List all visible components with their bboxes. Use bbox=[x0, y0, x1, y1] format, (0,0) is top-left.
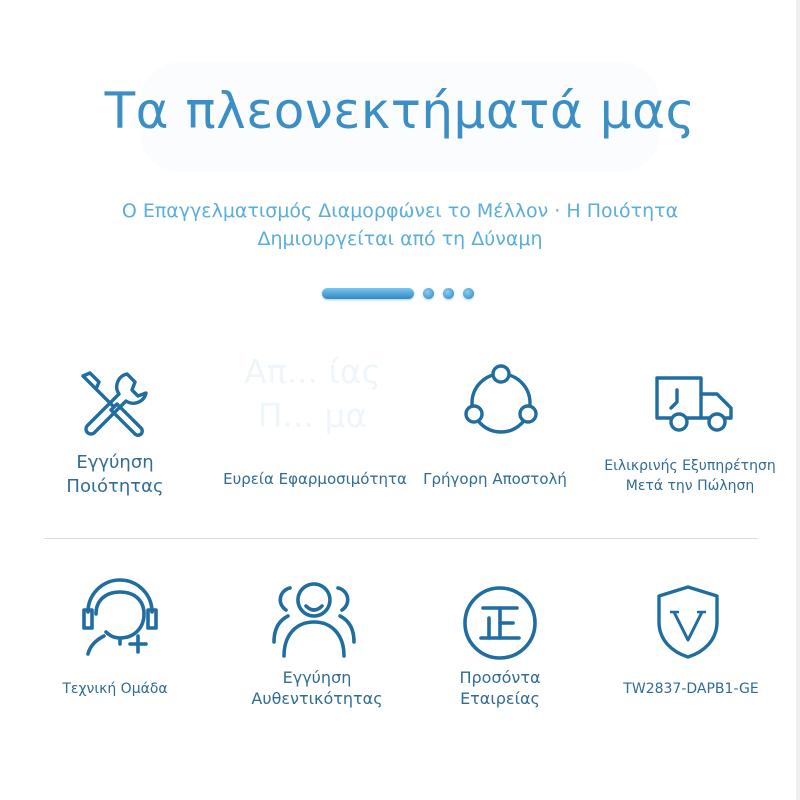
label-line-2: Αυθεντικότητας bbox=[251, 689, 383, 708]
carousel-indicator-dot[interactable] bbox=[463, 288, 474, 299]
label-line-1: Προσόντα bbox=[459, 668, 541, 687]
label-line-2: Ποιότητας bbox=[66, 476, 164, 497]
faded-watermark-text bbox=[205, 350, 420, 450]
v-shield-icon bbox=[656, 584, 720, 660]
feature-label-shipping bbox=[420, 469, 570, 489]
tools-icon bbox=[79, 370, 151, 438]
team-icon bbox=[266, 576, 362, 658]
carousel-indicator-active[interactable] bbox=[322, 288, 414, 299]
label-line-1: Εγγύηση bbox=[76, 452, 154, 473]
label-line-1: Ειλικρινής Εξυπηρέτηση bbox=[604, 458, 776, 474]
page-subtitle bbox=[80, 197, 720, 253]
feature-label-quality bbox=[40, 451, 190, 499]
share-network-icon bbox=[462, 362, 540, 436]
label-line-1: Τεχνική Ομάδα bbox=[62, 681, 168, 697]
label-line-2: Εταιρείας bbox=[460, 689, 540, 708]
label-line-2: Μετά την Πώληση bbox=[625, 478, 755, 494]
carousel-indicator-dot[interactable] bbox=[443, 288, 454, 299]
headset-agent-icon bbox=[80, 574, 164, 658]
feature-label-authenticity bbox=[232, 667, 402, 709]
carousel-indicator bbox=[322, 287, 474, 299]
label-line-1: Εγγύηση bbox=[282, 668, 352, 687]
label-line-1: Ευρεία Εφαρμοσιμότητα bbox=[223, 470, 407, 488]
watermark-line-1: Απ... ίας bbox=[244, 352, 381, 391]
feature-label-after-sales bbox=[592, 456, 788, 496]
carousel-indicator-dot[interactable] bbox=[423, 288, 434, 299]
section-divider bbox=[44, 538, 758, 539]
subtitle-line-1: Ο Επαγγελματισμός Διαμορφώνει το Μέλλον · Η Ποιότητα bbox=[121, 200, 679, 222]
subtitle-line-2: Δημιουργείται από τη Δύναμη bbox=[257, 228, 543, 250]
label-line-1: TW2837-DAPB1-GE bbox=[623, 681, 759, 697]
page-title: Τα πλεονεκτήματά μας bbox=[104, 82, 696, 140]
feature-label-model-code bbox=[606, 679, 776, 699]
delivery-truck-icon bbox=[655, 374, 735, 436]
feature-label-applicability bbox=[210, 469, 420, 489]
label-line-1: Γρήγορη Αποστολή bbox=[423, 470, 567, 488]
feature-label-tech-team bbox=[40, 679, 190, 699]
watermark-line-2: Π... μα bbox=[257, 396, 368, 435]
feature-label-qualifications bbox=[420, 667, 580, 709]
zheng-seal-icon bbox=[461, 584, 539, 662]
